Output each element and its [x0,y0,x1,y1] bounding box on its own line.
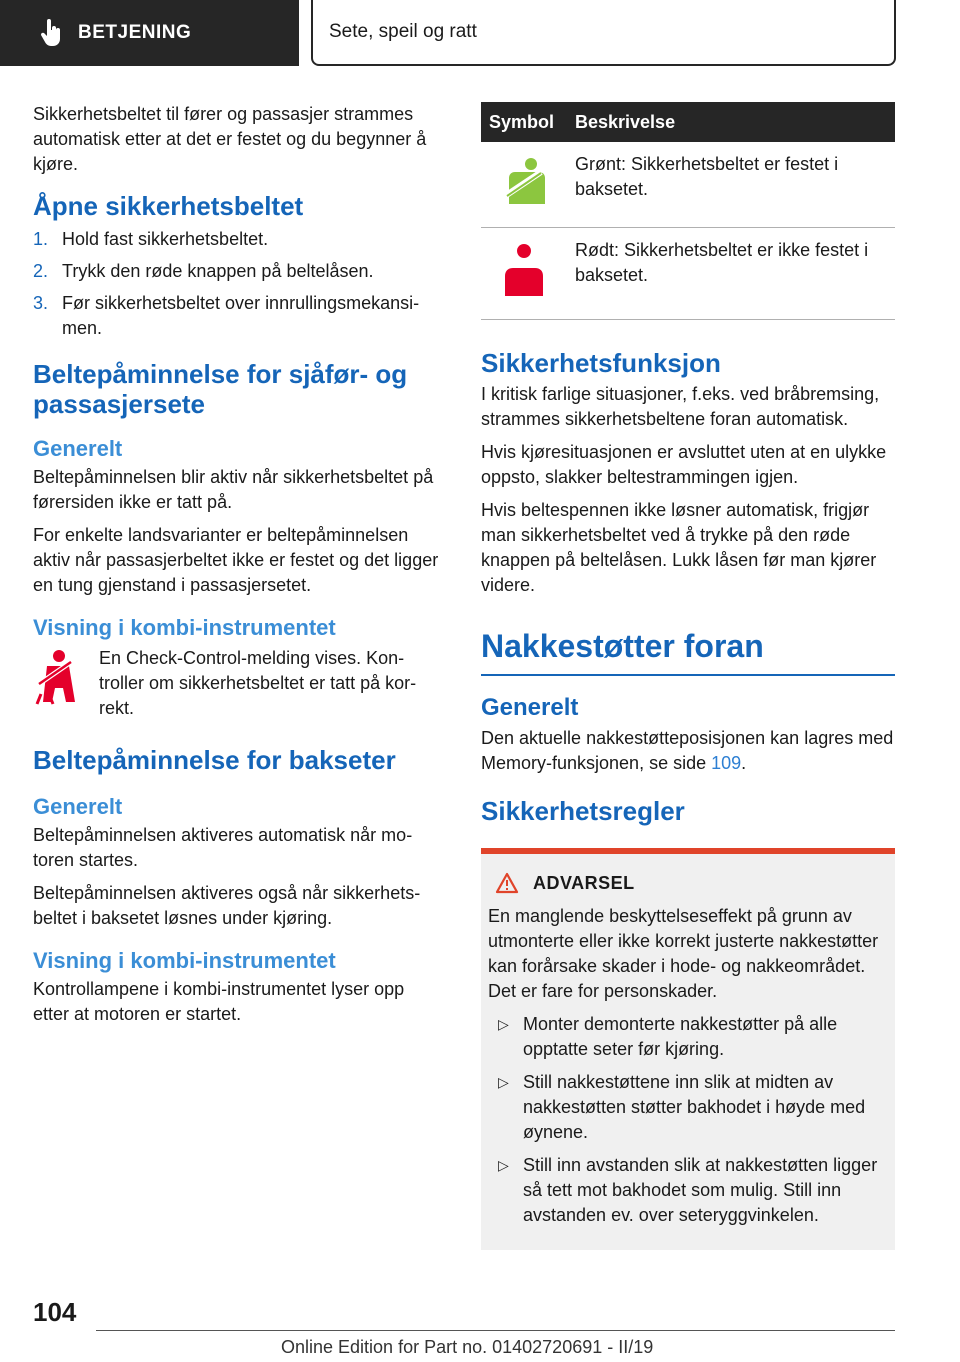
seatbelt-unfastened-red-icon [481,228,567,320]
seatbelt-fastened-green-icon [481,142,567,228]
table-row [481,228,895,320]
display-row-1 [33,646,443,721]
heading-reminder-rear: Beltepåminnelse for bakseter [33,745,396,775]
heading-open-seatbelt: Åpne sikkerhetsbeltet [33,191,304,221]
page-link-109[interactable]: 109 [711,753,742,773]
edition-text: Online Edition for Part no. 01402720691 - II/19 [281,1337,654,1357]
section-tab [0,0,299,66]
triangle-bullet-icon: ▷ [498,1074,509,1090]
column-header-symbol: Symbol [481,102,567,142]
list-item: 2. Trykk den røde knappen på beltelåsen. [33,261,374,281]
symbol-table [481,102,895,320]
footer-divider [96,1330,895,1331]
general-paragraph-4: Beltepåminnelsen aktiveres også når sikkerhetsbeltet i baksetet løsnes under kjøring. [33,883,421,928]
heading-reminder-front: Beltepåminnelse for sjåfør- og passasjersete [33,359,408,419]
warning-triangle-icon [495,872,519,894]
safety-paragraph-2: Hvis kjøresituasjonen er avsluttet uten at en ulykke oppsto, slakker beltestrammingen igjen. [481,442,887,487]
heading-general-3: Generelt [481,694,579,721]
display-text-1: En Check-Control-melding vises. Kontroller om sikkerhetsbeltet er tatt på korrekt. [99,648,417,718]
chapter-title: Sete, speil og ratt [311,0,896,66]
section-label: BETJENING [78,22,192,43]
pointing-hand-icon [40,19,64,47]
triangle-bullet-icon: ▷ [498,1016,509,1032]
warning-text: En manglende beskyttelseseffekt på grunn av utmonterte eller ikke korrekt justerte nakkestøtter kan forårsake skader i hode- og nakkeområdet. Det er fare for personskader. [488,906,879,1001]
page-number: 104 [33,1297,77,1327]
list-item: ▷ Monter demonterte nakkestøtter på alle opptatte seter før kjøring. [498,1014,838,1059]
heading-safety-function: Sikkerhetsfunksjon [481,348,721,378]
safety-paragraph-3: Hvis beltespennen ikke løsner automatisk, frigjør man sikkerhetsbeltet ved å trykke på den røde knappen på beltelåsen. Lukk låsen før man kjører videre. [481,500,877,595]
list-item: ▷ Still nakkestøttene inn slik at midten av nakkestøtten støtter bakhodet i høyde med øynene. [498,1072,866,1142]
warning-box [481,848,895,1250]
headrest-paragraph: Den aktuelle nakkestøtteposisjonen kan lagres med Memory-funksjonen, se side 109. [481,728,894,773]
general-paragraph-3: Beltepåminnelsen aktiveres automatisk når motoren startes. [33,825,413,870]
warning-title: ADVARSEL [495,872,887,894]
heading-general-1: Generelt [33,436,123,461]
list-item: 3. Før sikkerhetsbeltet over innrullingsmekansimen. [33,293,420,338]
heading-display-2: Visning i kombi-instrumentet [33,948,336,973]
heading-display-1: Visning i kombi-instrumentet [33,615,336,640]
seatbelt-warning-icon [33,646,99,721]
list-item: ▷ Still inn avstanden slik at nakkestøtten ligger så tett mot bakhodet som mulig. Still inn avstanden ev. over seteryggvinkelen. [498,1155,878,1225]
triangle-bullet-icon: ▷ [498,1157,509,1173]
heading-headrests-front: Nakkestøtter foran [481,626,895,676]
column-header-description: Beskrivelse [567,102,895,142]
table-header-row [481,102,895,142]
display-text-2: Kontrollampene i kombi-instrumentet lyser opp etter at motoren er startet. [33,979,405,1024]
left-column [33,102,443,1035]
description-cell: Rødt: Sikkerhetsbeltet er ikke festet i baksetet. [567,228,895,320]
open-steps-list [33,227,443,341]
heading-general-2: Generelt [33,794,123,819]
table-row [481,142,895,228]
safety-paragraph-1: I kritisk farlige situasjoner, f.eks. ved bråbremsing, strammes sikkerhetsbeltene foran automatisk. [481,384,880,429]
list-item: 1. Hold fast sikkerhetsbeltet. [33,229,269,249]
heading-safety-rules: Sikkerhetsregler [481,796,685,826]
general-paragraph-2: For enkelte landsvarianter er beltepåminnelsen aktiv når passasjerbeltet ikke er festet og det ligger en tung gjenstand i passasjersetet. [33,525,439,595]
warning-bullets [488,1012,887,1228]
general-paragraph-1: Beltepåminnelsen blir aktiv når sikkerhetsbeltet på førersiden ikke er tatt på. [33,467,434,512]
intro-paragraph: Sikkerhetsbeltet til fører og passasjer strammes automatisk etter at det er festet og du begynner å kjøre. [33,104,427,174]
description-cell: Grønt: Sikkerhetsbeltet er festet i baksetet. [567,142,895,228]
right-column [481,102,895,1250]
